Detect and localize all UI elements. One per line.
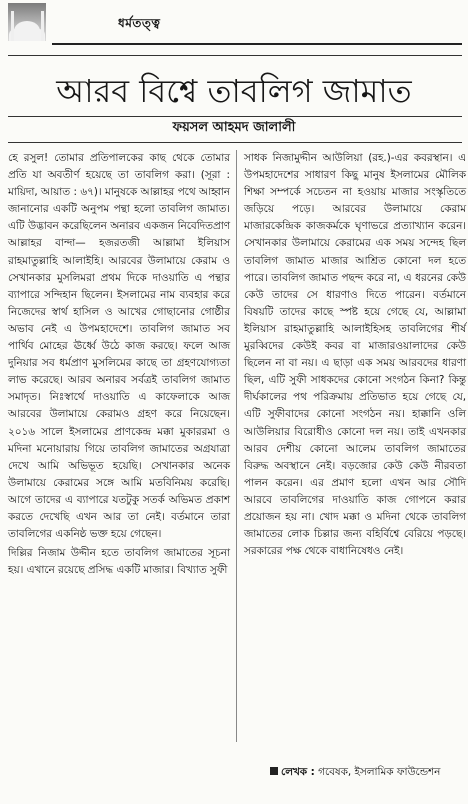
article-column-right <box>244 150 466 562</box>
header-underline <box>52 43 462 45</box>
paragraph: হে রসুল! তোমার প্রতিপালকের কাছ থেকে তোমার প্রতি যা অবতীর্ণ হয়েছে তা তাবলিগ করা। (সূরা : মায়িদা, আয়াত : ৬৭)। মানুষকে আল্লাহর পথে আহ্বান জানানোর একটি অনুপম পন্থা হলো তাবলিগ জামাত। এটি উদ্ভাবন করেছিলেন অনারব একজন নিবেদিতপ্রাণ আল্লাহর বান্দা— হজরতজী আল্লামা ইলিয়াস রাহমাতুল্লাহি আলাইহি। আরবের উলামায়ে কেরাম ও সেখানকার মুসলিমরা প্রথম দিকে দাওয়াতি এ পন্থার ব্যাপারে সন্দিহান ছিলেন। ইসলামের নাম ব্যবহার করে নিজেদের স্বার্থ হাসিল ও আখের গোছানোর গোষ্ঠীর অভাব নেই এ উপমহাদেশে। তাবলিগ জামাত সব পার্থিব মোহের ঊর্ধ্বে উঠে কাজ করছে। ফলে আজ দুনিয়ার সব ধর্মপ্রাণ মুসলিমের কাছে তা গ্রহণযোগ্যতা লাভ করেছে। আরব অনারব সর্বত্রই তাবলিগ জামাত সমাদৃত। নিঃস্বার্থে দাওয়াতি এ কাফেলাকে আজ আরবের উলামায়ে কেরামও গ্রহণ করে নিয়েছেন। ২০১৬ সালে ইসলামের প্রাণকেন্দ্র মক্কা মুকাররমা ও মদিনা মনোয়ারায় গিয়ে তাবলিগ জামাতের অগ্রযাত্রা দেখে আমি অভিভূত হয়েছি। সেখানকার অনেক উলামায়ে কেরামের সঙ্গে আমি মতবিনিময় করেছি। আগে তাদের এ ব্যাপারে যতটুকু সতর্ক অভিমত প্রকাশ করতে দেখেছি এখন আর তা নেই। বর্তমানে তারা তাবলিগের একনিষ্ঠ ভক্ত হয়ে গেছেন। <box>8 152 230 541</box>
section-label: ধর্মতত্ত্ব <box>118 16 161 30</box>
byline-label: লেখক : <box>281 766 315 778</box>
author-byline <box>270 764 466 780</box>
article-author: ফয়সল আহমদ জালালী <box>172 120 296 135</box>
title-top-rule <box>8 55 462 56</box>
paragraph: সাধক নিজামুদ্দীন আউলিয়া (রহ.)-এর কবরস্থান। এ উপমহাদেশের সাধারণ কিছু মানুষ ইসলামের মৌলিক শিক্ষা সম্পর্কে সচেতন না হওয়ায় মাজার সংস্কৃতিতে জড়িয়ে পড়ে। আরবের উলামায়ে কেরাম মাজারকেন্দ্রিক কাজকর্মকে ঘৃণাভরে প্রত্যাখ্যান করেন। সেখানকার উলামায়ে কেরামের এক সময় সন্দেহ ছিল তাবলিগ জামাত মাজার আশ্রিত কোনো দল হতে পারে। তাবলিগ জামাত পছন্দ করে না, এ ধরনের কেউ কেউ তাদের সে ধারণাও দিতে পারেন। বর্তমানে বিষয়টি তাদের কাছে স্পষ্ট হয়ে গেছে যে, আল্লামা ইলিয়াস রাহমাতুল্লাহি আলাইহিসহ তাবলিগের শীর্ষ মুরব্বিদের কেউই কবর বা মাজারওয়ালাদের কেউ ছিলেন না বা নয়। এ ছাড়া এক সময় আরবদের ধারণা ছিল, এটি সুফী সাধকদের কোনো সংগঠন কিনা? কিন্তু দীর্ঘকালের পথ পরিক্রমায় প্রতিভাত হয়ে গেছে যে, এটি সুফীবাদের কোনো সংগঠন নয়। হাক্কানি ওলি আউলিয়ার বিরোধীও কোনো দল নয়। তাই এখনকার আরব দেশীয় কোনো আলেম তাবলিগ জামাতের বিরুদ্ধ অবস্থানে নেই। বড়জোর কেউ কেউ নীরবতা পালন করেন। এর প্রমাণ হলো এখন আর সৌদি আরবে তাবলিগের দাওয়াতি কাজ গোপনে করার প্রয়োজন হয় না। খোদ মক্কা ও মদিনা থেকে তাবলিগ জামাতের লোক চিল্লার জন্য বহির্বিশ্বে বেরিয়ে পড়ছে। সরকারের পক্ষ থেকে বাধানিষেধও নেই। <box>244 152 466 558</box>
paragraph: দিল্লির নিজাম উদ্দীন হতে তাবলিগ জামাতের সূচনা হয়। এখানে রয়েছে প্রসিদ্ধ একটি মাজার। বিখ্যাত সুফী <box>8 547 230 577</box>
article-column-left <box>8 150 230 581</box>
author-bottom-rule <box>8 142 462 143</box>
byline-text: গবেষক, ইসলামিক ফাউন্ডেশন <box>318 766 441 778</box>
mosque-thumbnail-icon <box>8 3 46 41</box>
article-title: আরব বিশ্বে তাবলিগ জামাত <box>56 72 412 110</box>
title-bottom-rule <box>8 116 462 117</box>
column-divider <box>236 150 237 742</box>
section-header <box>8 3 462 47</box>
bullet-square-icon <box>270 767 278 775</box>
